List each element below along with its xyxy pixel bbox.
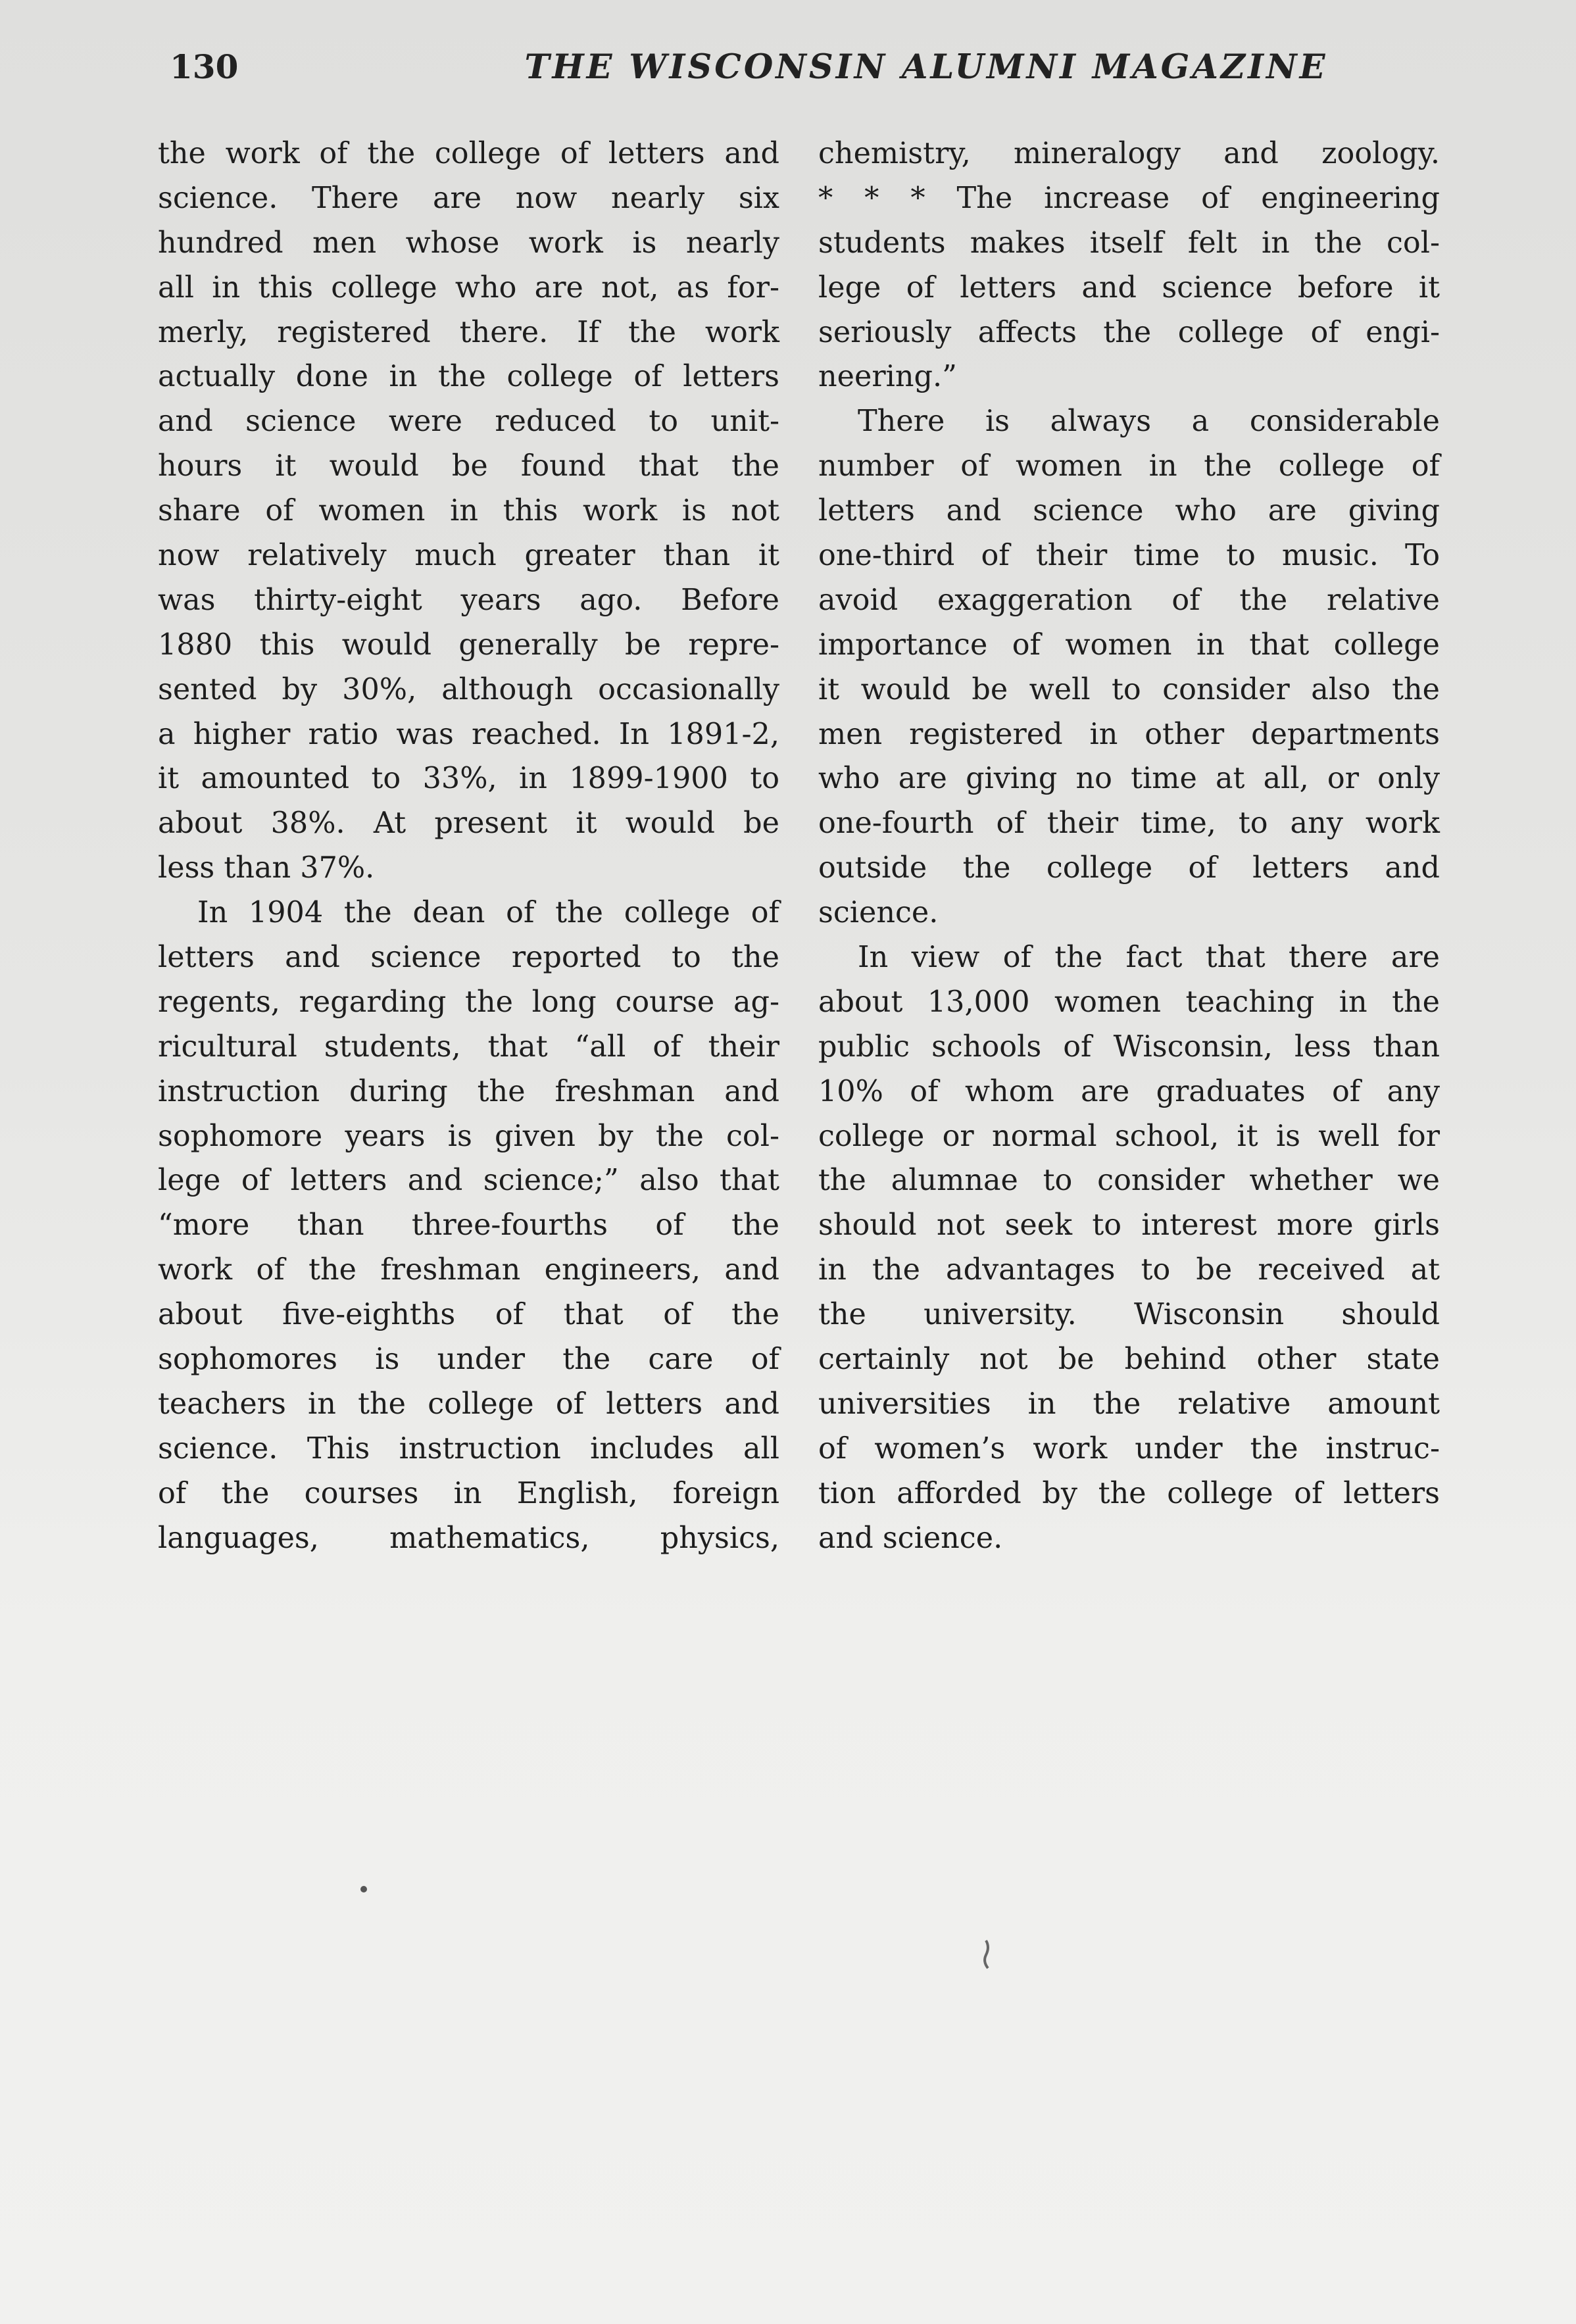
text-line: was thirty-eight years ago. Before [158,583,779,617]
text-line: should not seek to interest more girls [818,1208,1440,1243]
text-line: a higher ratio was reached. In 1891-2, [158,717,779,751]
text-line: about 38%. At present it would be [158,806,779,841]
text-line: in the advantages to be received at [818,1253,1440,1287]
text-line: avoid exaggeration of the relative [818,583,1440,617]
text-line: regents, regarding the long course ag- [158,985,779,1019]
text-line: 1880 this would generally be repre- [158,628,779,662]
text-line: share of women in this work is not [158,494,779,528]
text-line: lege of letters and science;” also that [158,1164,779,1198]
text-line: of women’s work under the instruc- [818,1431,1440,1466]
text-line: all in this college who are not, as for- [158,270,779,305]
left-column [158,132,779,1561]
text-line: about five-eighths of that of the [158,1298,779,1332]
text-line: languages, mathematics, physics, [158,1521,779,1555]
text-line: In 1904 the dean of the college of [197,896,779,930]
text-line: science. This instruction includes all [158,1431,779,1466]
text-line: hundred men whose work is nearly [158,226,779,260]
text-line: work of the freshman engineers, and [158,1253,779,1287]
text-line: hours it would be found that the [158,449,779,483]
text-line: number of women in the college of [818,449,1440,483]
text-line: neering.” [818,360,957,394]
text-line: There is always a considerable [858,405,1440,439]
text-line: sented by 30%, although occasionally [158,672,779,706]
page-header [170,47,1479,107]
text-line: merly, registered there. If the work [158,315,779,349]
text-line: outside the college of letters and [818,851,1440,885]
text-line: letters and science reported to the [158,941,779,975]
page-number: 130 [170,47,239,86]
text-line: men registered in other departments [818,717,1440,751]
text-line: it would be well to consider also the [818,672,1440,706]
text-line: and science were reduced to unit- [158,405,779,439]
text-line: public schools of Wisconsin, less than [818,1029,1440,1064]
text-line: instruction during the freshman and [158,1074,779,1108]
text-line: * * * The increase of engineering [818,181,1440,215]
text-line: it amounted to 33%, in 1899-1900 to [158,762,779,796]
text-line: importance of women in that college [818,628,1440,662]
text-line: seriously affects the college of engi- [818,315,1440,349]
ink-speck [985,1941,988,1968]
text-line: and science. [818,1521,1003,1555]
text-line: of the courses in English, foreign [158,1476,779,1510]
text-line: lege of letters and science before it [818,270,1440,305]
right-column [818,132,1440,1561]
text-line: letters and science who are giving [818,494,1440,528]
text-line: sophomores is under the care of [158,1343,779,1377]
text-line: science. [818,896,939,930]
text-line: the university. Wisconsin should [818,1298,1440,1332]
text-line: one-third of their time to music. To [818,539,1440,573]
text-line: who are giving no time at all, or only [818,762,1440,796]
text-line: the alumnae to consider whether we [818,1164,1440,1198]
text-line: chemistry, mineralogy and zoology. [818,137,1440,170]
ink-speck [360,1886,367,1892]
text-line: now relatively much greater than it [158,539,779,573]
running-head: THE WISCONSIN ALUMNI MAGAZINE [524,47,1328,87]
text-line: tion afforded by the college of letters [818,1476,1440,1510]
text-line: 10% of whom are graduates of any [818,1074,1440,1108]
text-line: sophomore years is given by the col- [158,1119,779,1153]
text-line: certainly not be behind other state [818,1343,1440,1377]
text-line: less than 37%. [158,851,375,885]
text-line: about 13,000 women teaching in the [818,985,1440,1019]
text-line: one-fourth of their time, to any work [818,806,1440,841]
text-line: college or normal school, it is well for [818,1119,1440,1153]
text-line: students makes itself felt in the col- [818,226,1440,260]
text-line: the work of the college of letters and [158,137,779,170]
text-line: actually done in the college of letters [158,360,779,394]
text-line: ricultural students, that “all of their [158,1029,779,1064]
text-line: “more than three-fourths of the [158,1208,779,1243]
text-line: universities in the relative amount [818,1387,1440,1421]
text-line: In view of the fact that there are [858,941,1440,975]
text-line: teachers in the college of letters and [158,1387,779,1421]
text-line: science. There are now nearly six [158,181,779,215]
